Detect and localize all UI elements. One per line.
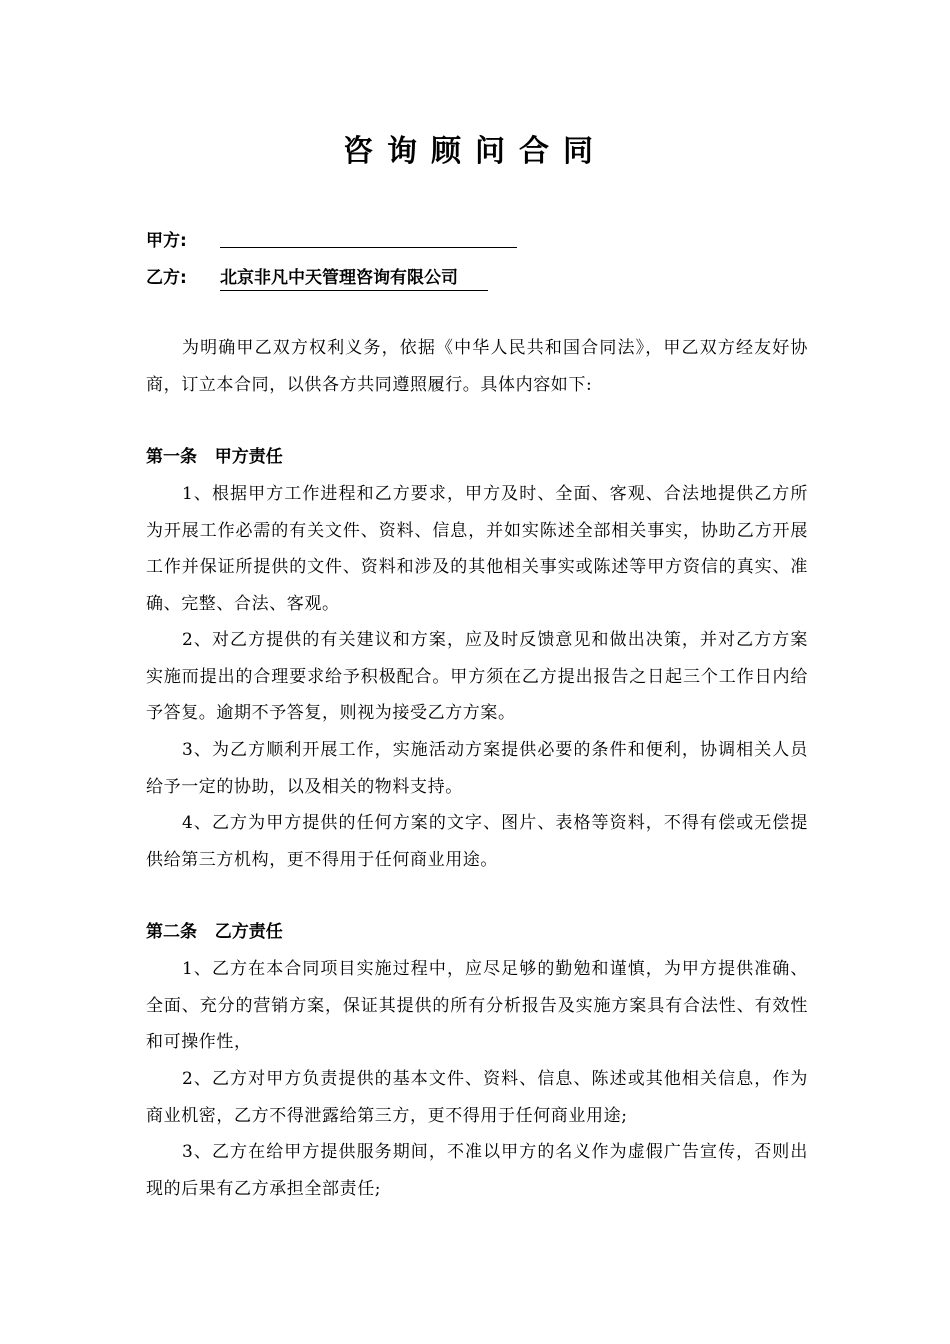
article-2-number: 第二条 bbox=[146, 922, 197, 942]
article-2-heading bbox=[146, 920, 283, 944]
article-2-item-1: 1、乙方在本合同项目实施过程中，应尽足够的勤勉和谨慎，为甲方提供准确、全面、充分的营销方案，保证其提供的所有分析报告及实施方案具有合法性、有效性和可操作性， bbox=[146, 959, 808, 1052]
article-2-name: 乙方责任 bbox=[214, 922, 283, 942]
article-1-name: 甲方责任 bbox=[214, 447, 283, 467]
intro-paragraph: 为明确甲乙双方权利义务，依据《中华人民共和国合同法》，甲乙双方经友好协商，订立本合同，以供各方共同遵照履行。具体内容如下: bbox=[146, 338, 808, 395]
party-b-label: 乙方: bbox=[146, 268, 187, 288]
article-1-item-1: 1、根据甲方工作进程和乙方要求，甲方及时、全面、客观、合法地提供乙方所为开展工作必需的有关文件、资料、信息，并如实陈述全部相关事实，协助乙方开展工作并保证所提供的文件、资料和涉及的其他相关事实或陈述等甲方资信的真实、准确、完整、合法、客观。 bbox=[146, 484, 808, 614]
party-b-name: 北京非凡中天管理咨询有限公司 bbox=[220, 266, 488, 291]
article-2-item-2: 2、乙方对甲方负责提供的基本文件、资料、信息、陈述或其他相关信息，作为商业机密，乙方不得泄露给第三方，更不得用于任何商业用途; bbox=[146, 1069, 808, 1126]
article-1-number: 第一条 bbox=[146, 447, 197, 467]
article-1-item-4: 4、乙方为甲方提供的任何方案的文字、图片、表格等资料，不得有偿或无偿提供给第三方机构，更不得用于任何商业用途。 bbox=[146, 813, 808, 870]
article-1-item-3: 3、为乙方顺利开展工作，实施活动方案提供必要的条件和便利，协调相关人员给予一定的协助，以及相关的物料支持。 bbox=[146, 740, 808, 797]
article-2-item-3: 3、乙方在给甲方提供服务期间，不准以甲方的名义作为虚假广告宣传，否则出现的后果有乙方承担全部责任; bbox=[146, 1142, 808, 1199]
party-a-blank-line bbox=[220, 247, 517, 248]
article-1-heading bbox=[146, 445, 283, 469]
article-1-item-2: 2、对乙方提供的有关建议和方案，应及时反馈意见和做出决策，并对乙方方案实施而提出的合理要求给予积极配合。甲方须在乙方提出报告之日起三个工作日内给予答复。逾期不予答复，则视为接受乙方方案。 bbox=[146, 630, 808, 723]
party-a-label: 甲方: bbox=[146, 231, 187, 251]
document-title: 咨询顾问合同 bbox=[343, 134, 607, 169]
